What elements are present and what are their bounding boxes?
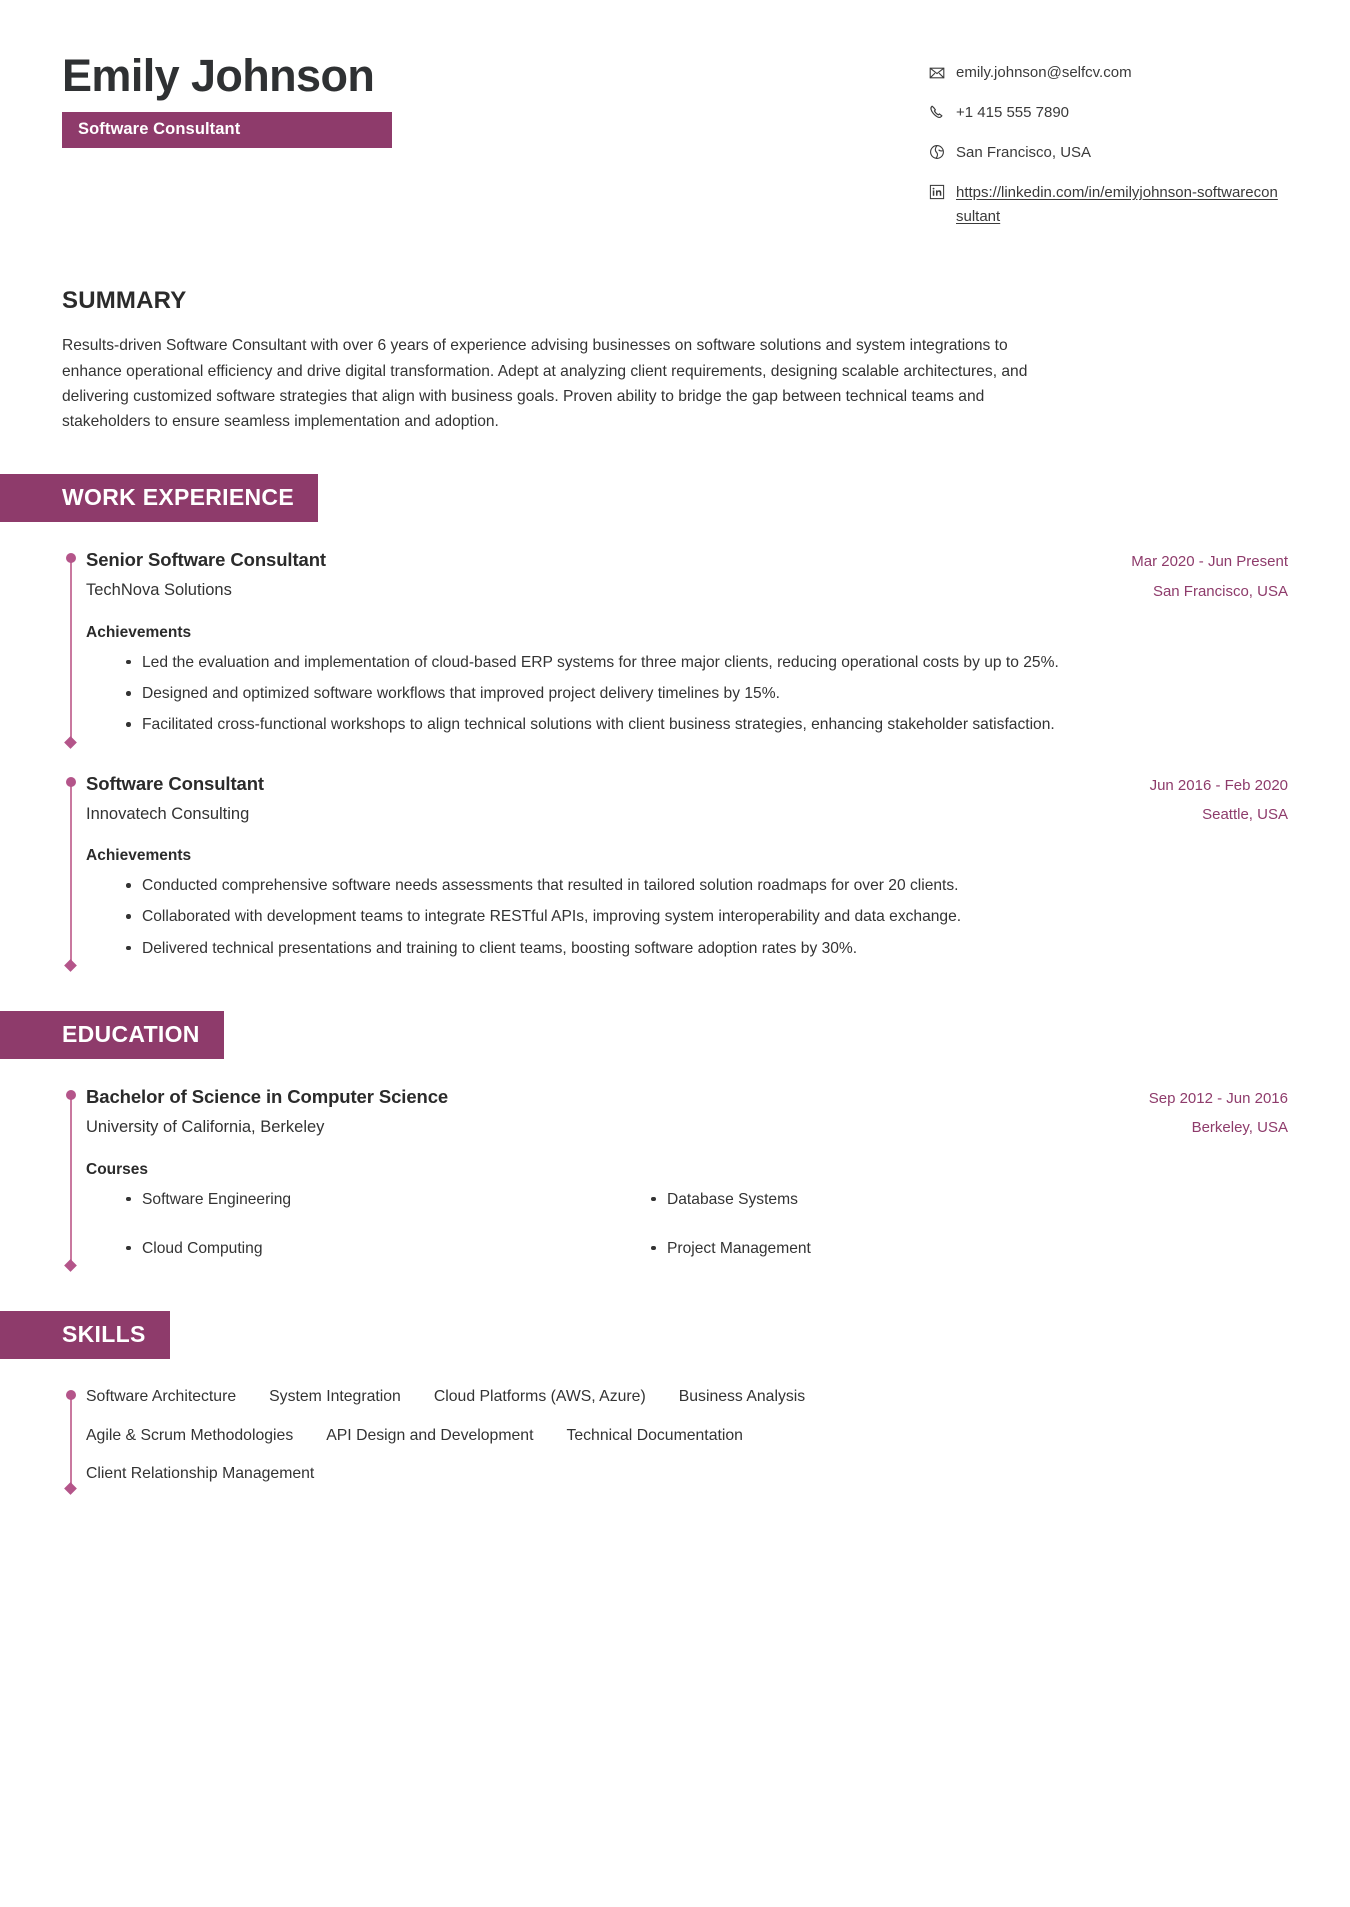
full-name: Emily Johnson [62,50,375,101]
education-entry-meta [1149,1085,1288,1141]
timeline-dot-icon [66,777,76,787]
skill-item: Business Analysis [678,1388,806,1406]
list-item: Delivered technical presentations and training to client teams, boosting software adoption rates by 30%. [126,936,1091,961]
skill-item: Cloud Platforms (AWS, Azure) [433,1388,646,1406]
timeline-line [70,781,72,963]
work-entry-location: San Francisco, USA [1152,582,1288,600]
work-entry-location: Seattle, USA [1202,805,1288,823]
identity-block [62,46,392,148]
contact-item-location [928,142,1288,164]
contact-item-linkedin [928,181,1288,229]
job-title-badge: Software Consultant [62,112,392,148]
list-item: Conducted comprehensive software needs assessments that resulted in tailored solution roadmaps for over 20 clients. [126,873,1091,898]
list-item: Designed and optimized software workflows that improved project delivery timelines by 15%. [126,681,1091,706]
list-item: Cloud Computing [126,1236,621,1261]
education-entry-institution: University of California, Berkeley [86,1117,325,1136]
timeline-line [70,1094,72,1263]
work-entry-organization: Innovatech Consulting [86,804,250,823]
work-entry-date: Jun 2016 - Feb 2020 [1149,776,1288,794]
skill-item: Technical Documentation [566,1426,743,1444]
skill-item: Agile & Scrum Methodologies [86,1426,294,1444]
contact-text-phone: +1 415 555 7890 [956,103,1070,121]
timeline-end-diamond-icon [64,736,77,749]
work-entry-header [86,772,1288,828]
timeline-end-diamond-icon [64,1482,77,1495]
education-entry-header [86,1085,1288,1141]
globe-icon [928,144,945,161]
skill-item: Client Relationship Management [86,1465,315,1483]
work-entry-achievements-list [86,873,1288,961]
skills-block [62,1385,1288,1494]
work-entry-role: Senior Software Consultant [86,549,326,571]
timeline-dot-icon [66,553,76,563]
work-entry-organization: TechNova Solutions [86,581,232,600]
work-experience-section [62,474,1288,971]
education-courses-label: Courses [86,1160,149,1178]
skill-item: API Design and Development [326,1426,534,1444]
education-entry [62,1085,1288,1271]
contact-link-linkedin[interactable]: https://linkedin.com/in/emilyjohnson-softwareconsultant [956,184,1278,226]
list-item: Led the evaluation and implementation of cloud-based ERP systems for three major clients, reducing operational costs by up to 25%. [126,650,1091,675]
timeline-end-diamond-icon [64,1259,77,1272]
work-entry-achievements-label: Achievements [86,623,192,641]
summary-heading: SUMMARY [62,287,187,315]
education-entry-titles [86,1085,1125,1139]
skill-item: Software Architecture [86,1388,237,1406]
timeline-dot-icon [66,1090,76,1100]
work-entry-date: Mar 2020 - Jun Present [1131,553,1288,571]
education-entry-location: Berkeley, USA [1191,1119,1288,1137]
linkedin-icon [928,183,945,200]
work-entry-meta [1150,772,1288,828]
list-item: Collaborated with development teams to integrate RESTful APIs, improving system interoperability and data exchange. [126,904,1091,929]
contact-item-email [928,62,1288,84]
timeline-line [70,557,72,739]
phone-icon [928,104,945,121]
education-courses-grid [86,1187,1146,1262]
education-section [62,1011,1288,1271]
work-entry-achievements-list [86,650,1288,738]
skills-row [86,1424,1288,1448]
skill-item: System Integration [269,1388,401,1406]
work-entry [62,772,1288,971]
work-entry-meta [1131,548,1288,604]
list-item: Database Systems [651,1187,1146,1212]
resume-header [62,46,1288,229]
education-heading: EDUCATION [0,1011,224,1059]
skills-section [62,1311,1288,1494]
education-entry-date: Sep 2012 - Jun 2016 [1148,1089,1288,1107]
skills-heading: SKILLS [0,1311,170,1359]
skills-rows [86,1385,1288,1486]
work-experience-banner-wrap [62,474,1288,548]
contact-list [928,46,1288,229]
contact-text-email: emily.johnson@selfcv.com [956,64,1132,81]
skills-row [86,1462,1288,1486]
envelope-icon [928,64,945,81]
summary-text: Results-driven Software Consultant with over 6 years of experience advising businesses on software solutions and system integrations to enhance operational efficiency and drive digital transformation. Adept at analyzing client requirements, designing scalable architectures, and delivering customized software strategies that align with business goals. Proven ability to bridge the gap between technical teams and stakeholders to ensure seamless implementation and adoption. [62,337,1028,430]
work-entry-achievements-label: Achievements [86,847,192,865]
work-entry-header [86,548,1288,604]
education-entry-degree: Bachelor of Science in Computer Science [86,1085,449,1107]
work-entry-titles [86,772,1126,826]
contact-text-location: San Francisco, USA [956,143,1092,161]
timeline-dot-icon [66,1390,76,1400]
skills-banner-wrap [62,1311,1288,1385]
work-entry [62,548,1288,747]
timeline-line [70,1394,72,1486]
summary-section [62,287,1288,434]
list-item: Facilitated cross-functional workshops to align technical solutions with client business strategies, enhancing stakeholder satisfaction. [126,712,1091,737]
list-item: Project Management [651,1236,1146,1261]
timeline-end-diamond-icon [64,959,77,972]
work-entry-role: Software Consultant [86,772,264,794]
work-experience-heading: WORK EXPERIENCE [0,474,318,522]
contact-item-phone [928,102,1288,124]
work-entry-titles [86,548,1107,602]
skills-row [86,1385,1288,1409]
education-banner-wrap [62,1011,1288,1085]
list-item: Software Engineering [126,1187,621,1212]
